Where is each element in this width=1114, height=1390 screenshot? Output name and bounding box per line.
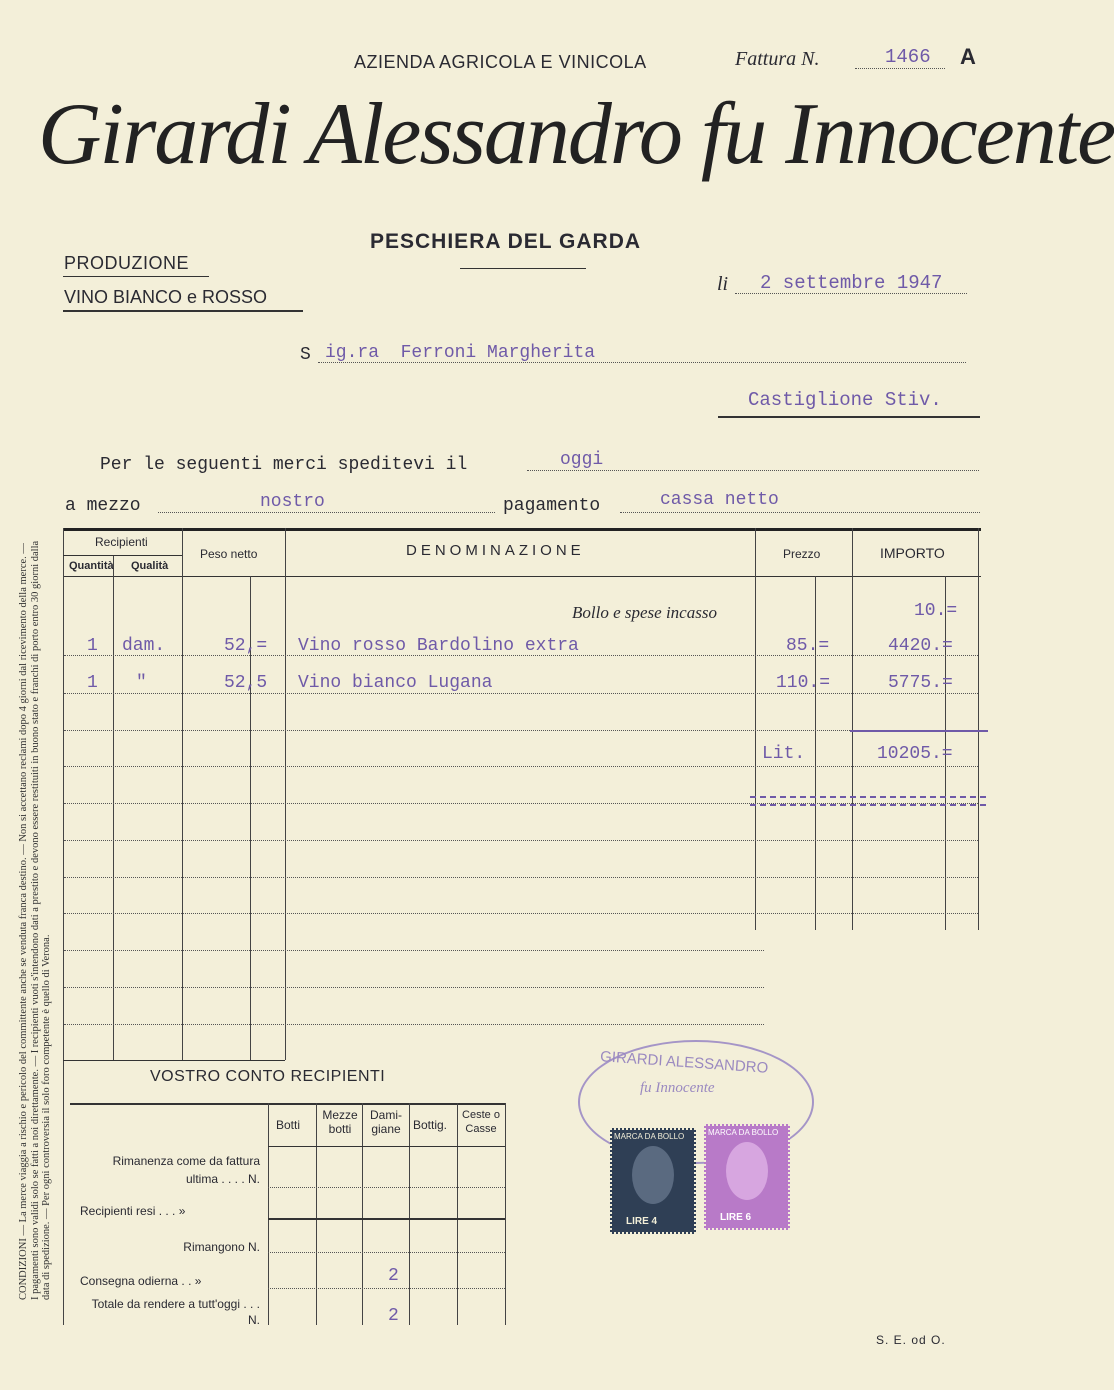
company-town: PESCHIERA DEL GARDA bbox=[370, 230, 642, 253]
header-quantita: Quantità bbox=[69, 560, 114, 572]
invoice-label: Fattura N. bbox=[735, 48, 820, 70]
invoice-date: 2 settembre 1947 bbox=[760, 272, 943, 294]
row2-quality: " bbox=[136, 673, 147, 693]
recipient-name: ig.ra Ferroni Margherita bbox=[325, 343, 596, 363]
revenue-stamp-4-portrait bbox=[632, 1146, 674, 1204]
company-type: AZIENDA AGRICOLA E VINICOLA bbox=[354, 52, 647, 72]
header-importo: IMPORTO bbox=[880, 545, 945, 561]
row2-name: Vino bianco Lugana bbox=[298, 673, 493, 693]
account-row-rimangono: Rimangono N. bbox=[183, 1240, 260, 1254]
payment-label: pagamento bbox=[503, 496, 601, 516]
account-col-botti: Botti bbox=[276, 1118, 301, 1132]
rubber-stamp-subtitle: fu Innocente bbox=[640, 1080, 715, 1096]
revenue-stamp-6-portrait bbox=[726, 1142, 768, 1200]
via-value: nostro bbox=[260, 492, 325, 512]
row1-qty: 1 bbox=[87, 636, 98, 656]
row2-price: 110.= bbox=[776, 673, 831, 693]
rubber-stamp-name: GIRARDI ALESSANDRO bbox=[599, 1048, 769, 1077]
header-peso: Peso netto bbox=[200, 547, 258, 561]
row1-weight: 52,= bbox=[224, 636, 268, 656]
account-row-totale: Totale da rendere a tutt'oggi . . . N. bbox=[91, 1297, 260, 1327]
account-title: VOSTRO CONTO RECIPIENTI bbox=[150, 1068, 386, 1085]
revenue-stamp-6-value: LIRE 6 bbox=[720, 1212, 752, 1223]
total-double-underline bbox=[750, 796, 986, 806]
account-row-consegna: Consegna odierna . . » bbox=[80, 1274, 202, 1288]
revenue-stamp-4 bbox=[610, 1128, 696, 1234]
revenue-stamp-6-label: MARCA DA BOLLO bbox=[708, 1128, 779, 1137]
account-totale-damigiane: 2 bbox=[388, 1306, 399, 1326]
account-col-damigiane: Dami- giane bbox=[370, 1108, 402, 1136]
row1-quality: dam. bbox=[122, 636, 166, 656]
bollo-amount: 10.= bbox=[914, 601, 958, 621]
account-row-resi: Recipienti resi . . . » bbox=[80, 1204, 186, 1218]
revenue-stamp-4-value: LIRE 4 bbox=[626, 1216, 658, 1227]
recipient-prefix: S bbox=[300, 345, 311, 365]
production-value: VINO BIANCO e ROSSO bbox=[64, 287, 268, 307]
total-amount: 10205.= bbox=[877, 744, 953, 764]
bollo-label: Bollo e spese incasso bbox=[572, 603, 717, 622]
goods-date: oggi bbox=[560, 450, 604, 470]
account-col-mezze: Mezze botti bbox=[322, 1108, 358, 1136]
row1-amount: 4420.= bbox=[888, 636, 953, 656]
row2-amount: 5775.= bbox=[888, 673, 953, 693]
via-label: a mezzo bbox=[65, 496, 141, 516]
header-denominazione: DENOMINAZIONE bbox=[406, 542, 585, 559]
header-recipienti: Recipienti bbox=[95, 535, 148, 549]
row1-price: 85.= bbox=[786, 636, 830, 656]
total-label: Lit. bbox=[762, 744, 806, 764]
header-qualita: Qualità bbox=[131, 560, 169, 572]
account-col-bottiglie: Bottig. bbox=[413, 1118, 448, 1132]
row2-qty: 1 bbox=[87, 673, 98, 693]
row1-name: Vino rosso Bardolino extra bbox=[298, 636, 579, 656]
recipient-city: Castiglione Stiv. bbox=[748, 389, 942, 411]
account-row-rimanenza: Rimanenza come da fattura ultima . . . . N. bbox=[112, 1154, 260, 1186]
account-consegna-damigiane: 2 bbox=[388, 1266, 399, 1286]
revenue-stamp-4-label: MARCA DA BOLLO bbox=[614, 1132, 685, 1141]
revenue-stamp-6 bbox=[704, 1124, 790, 1230]
payment-value: cassa netto bbox=[660, 490, 779, 510]
conditions-text: CONDIZIONI — La merce viaggia a rischio e pericolo del committente anche se venduta franca destino. — Non si accettano reclami dopo 4 giorni dal ricevimento della merce. — I pagamenti sono validi solo se fatti a noi direttamente. — I recipienti vuoti s'intendono dati a prestito e devono essere restituiti in buono stato e franchi di porto entro 30 giorni dalla data di spedizione. — Per ogni controversia il solo foro competente è quello di Verona. bbox=[18, 540, 52, 1300]
company-name-logo: Girardi Alessandro fu Innocente bbox=[38, 86, 1114, 183]
invoice-series: A bbox=[960, 44, 976, 69]
invoice-number: 1466 bbox=[885, 46, 931, 68]
date-prefix: li bbox=[717, 273, 729, 295]
header-prezzo: Prezzo bbox=[783, 547, 821, 561]
account-col-ceste: Ceste o Casse bbox=[462, 1109, 500, 1135]
production-label: PRODUZIONE bbox=[64, 253, 190, 273]
row2-weight: 52,5 bbox=[224, 673, 268, 693]
goods-label: Per le seguenti merci speditevi il bbox=[100, 455, 468, 475]
footer-note: S. E. od O. bbox=[876, 1333, 946, 1347]
